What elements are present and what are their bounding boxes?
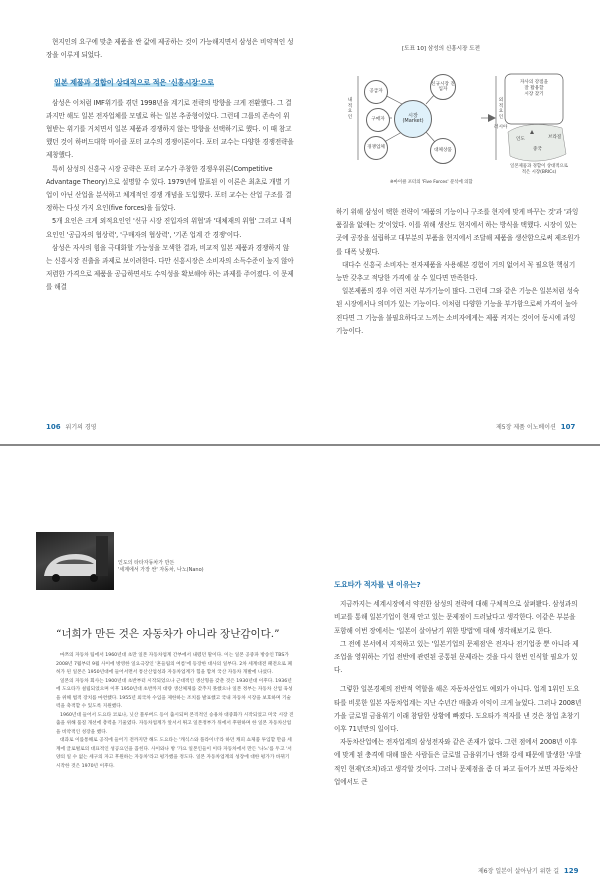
- car-illustration: [36, 532, 114, 590]
- left-page-column: [46, 36, 294, 295]
- external-factors-label: 외적요인: [498, 98, 504, 120]
- node-market: 시장 (Market): [394, 100, 432, 138]
- paragraph: 그 전에 본서에서 지적하고 있는 '일본기업의 문제점'은 전자나 전기업종 뿐 아니라 제조업을 영위하는 기업 전반에 관련된 공통된 문제라는 것을 다시 한번 인식할 필요가 있다.: [334, 639, 579, 675]
- section-subtitle: 도요타가 적자를 낸 이유는?: [334, 580, 421, 589]
- paragraph: 특히 삼성의 신흥국 시장 공략은 포터 교수가 주창한 경쟁우위론(Competitive Advantage Theory)으로 설명할 수 있다. 1979년에 발표된 이 이론은 최초로 개별 기업이 아닌 산업을 분석하고 체계적인 경쟁 개념을 도입했다. 포터 교수는 산업 구조를 결정하는 다섯 가지 요인(five forces)을 들었다.: [46, 164, 292, 213]
- figure-title: [도표 10] 삼성의 신흥시장 도전: [402, 46, 481, 52]
- right-page-column: [336, 206, 580, 338]
- section-subtitle: 일본 제품과 경합이 상대적으로 적은 '신흥시장'으로: [54, 78, 214, 88]
- left-page-footer: [46, 422, 96, 431]
- page-number: 106: [46, 423, 61, 431]
- node-new-entrants: 신규시장 진입자: [430, 74, 456, 100]
- paragraph: 5개 요인은 크게 외적요인인 '신규 시장 진입자의 위협'과 '대체재의 위협' 그리고 내적요인인 '공급자의 협상력', '구매자의 협상력', '기존 업계 간 경쟁'이다.: [46, 217, 292, 239]
- node-supplier: 공급자: [364, 80, 388, 104]
- small-paragraph: 마쯔의 자동차 팀에서 1960년대 초만 일본 자동차업계 간부에서 내렸던 말이다. 이는 일본 공중파 방송인 TBS가 2008년 7월부터 9월 사이에 방영한 일요극장인 '흔들림의 여름'에 등장한 대사의 일부다. 2차 세계대전 패전으로 폐허가 된 일본은 1950년대에 들어서면서 통산산업성과 자동차업계가 힘을 합쳐 국산 자동차 개발에 나섰다.: [56, 653, 292, 675]
- map-caption: 일본제품과 경합이 상대적으로 적은 시장(BRICs): [510, 164, 568, 175]
- top-spread: [0, 0, 600, 445]
- bottom-right-column: [334, 578, 582, 789]
- paragraph: 현지인의 요구에 맞춘 제품을 싼 값에 제공하는 것이 가능해지면서 삼성은 비약적인 성장을 이루게 되었다.: [46, 38, 294, 60]
- figure-samsung-emerging-markets: [330, 36, 578, 196]
- paragraph: 삼성은 자사의 힘을 극대화할 가능성을 모색한 결과, 비교적 일본 제품과 경쟁하지 않는 신흥시장 진출을 과제로 보이려한다. 다만 신흥시장은 소비자의 소득수준이 높지 않아 저렴한 가격으로 제품을 공급하면서도 수익성을 확보해야 하는 과제를 주어졌다. 이 문제를 해결: [46, 243, 294, 292]
- photo-caption: 인도의 타타자동차가 만든 '세계에서 가장 싼' 자동차, 나노(Nano): [118, 560, 204, 573]
- paragraph: 그렇한 일본경제의 전반적 역할을 해온 자동차산업도 예외가 아니다. 업계 1위인 도요타를 비롯한 일본 자동차업계는 지난 수년간 매출과 이익이 크게 늘었다. 그러나 2008년 가을 글로벌 금융위기 이래 참담한 상황에 빠졌다. 도요타가 적자를 낸 것은 창업 초창기 이후 71년만의 일이다.: [334, 685, 582, 734]
- paragraph: 하기 위해 삼성이 택한 전략이 '제품의 기능이나 구조를 현지에 맞게 바꾸는 것'과 '과잉 품질을 없애는 것'이었다. 이를 위해 생산도 현지에서 하는 방식을 택했다. 시장이 있는 곳에 공장을 설립하고 대부분의 부품을 현지에서 조달해 제품을 생산함으로써 제조원가를 대폭 낮췄다.: [336, 208, 580, 256]
- paragraph: 자동차산업에는 전자업계의 삼성전자와 같은 존재가 없다. 그런 점에서 2008년 이후에 맞게 된 충격에 대해 많은 사람들은 글로벌 금융위기나 엔화 강세 때문에 발생한 '우발적인 현재'(조치)라고 생각할 것이다. 그러나 문제점을 좀 더 파고 들어가 보면 자동차산업에서도 큰: [334, 738, 582, 786]
- small-paragraph: 일본의 자동차 회사는 1900년대 초반부터 시작되었으나 근대적인 생산형을 갖춘 것은 1930년대 이후다. 1936년에 도요타가 설립되었으며 이후 1950년대 초반까지 대량 생산체제를 갖추지 못했으나 일본 정부는 자동차 산업 육성을 위해 법적 장치를 마련했다. 1955년 외국차 수입을 제한하는 조치를 발표했고 국내 자동차 시장을 보호하며 기술력을 축적할 수 있도록 지원했다.: [56, 678, 293, 709]
- paragraph: 지금까지는 세계시장에서 약진한 삼성의 전략에 대해 구체적으로 살펴봤다. 삼성과의 비교를 통해 일본기업이 현재 안고 있는 문제점이 드러났다고 생각한다. 이같은 부분을 포함해 이번 장에서는 '일본이 살아남기 위한 방법'에 대해 생각해보기로 한다.: [334, 600, 578, 635]
- running-title: 제6장 일본이 살아남기 위한 길: [478, 868, 559, 875]
- right-page-footer: [496, 422, 575, 431]
- paragraph: 삼성은 이처럼 IMF위기를 겪던 1998년을 계기로 전략의 방향을 크게 전환했다. 그 결과지만 해도 일본 전자업체를 모델로 하는 일본 추종형이었다. 그런데 그룹의 존속이 위협받는 위기를 거치면서 일본 제품과 경쟁하지 않는 방향을 선택하기로 했다. 이 때 참고했던 것이 하버드대학 마이클 포터 교수의 경쟁이론이다. 포터 교수는 다양한 경쟁전략을 제창했다.: [46, 98, 294, 160]
- paragraph: 대다수 신흥국 소비자는 전자제품을 사용해본 경험이 거의 없어서 꼭 필요한 핵심기능만 갖추고 적당한 가격에 살 수 있다면 만족한다.: [336, 260, 576, 283]
- map-label-india: 인도: [516, 137, 525, 142]
- strength-box-label: 자사의 강점을 잘 활용할 시장 찾기: [519, 80, 549, 98]
- bottom-spread: [0, 446, 600, 891]
- page-number: 129: [563, 867, 579, 875]
- running-title: 제5장 제품 이노베이션: [496, 424, 556, 431]
- node-competitors: 경쟁업체: [364, 136, 388, 160]
- paragraph: 일본제품의 경우 이런 저런 부가기능이 많다. 그런데 그와 같은 기능은 일본처럼 성숙된 시장에서나 의미가 있는 기능이다. 이처럼 다양한 기능을 부가함으로써 가격이 높아진다면 그 기능을 불필요하다고 느끼는 소비자에게는 제품 켜지는 것이어 동시에 과잉기능이다.: [336, 287, 580, 335]
- running-title: 위기의 경영: [65, 424, 97, 431]
- map-label-china: 중국: [533, 147, 542, 152]
- map-label-russia: 러시아: [494, 125, 508, 130]
- map-label-brazil: 브라질: [548, 135, 562, 140]
- node-substitutes: 대체상품: [430, 138, 456, 164]
- internal-factors-label: 내적요인: [347, 98, 353, 120]
- chapter-quote: “너희가 만든 것은 자동차가 아니라 장난감이다.”: [56, 628, 280, 640]
- small-paragraph: 대과로 이를통해로 공직에 들어기 전까지만 해도 도요타는 '캐식스와 플라이너'라 하던 캐피 쇼제품 투입할 만큼 세계에 글로벌로의 대표적인 성공요인을 꼽힌다. 사이와나 방 '가요 일본인들이 이타 자동차에서 만든 '나노'를 두고 '서양의 일 수 없는 세구의 자고 후원하는 자동차'라고 평가했을 정도다. 일본 자동차업계의 성장에 대한 평가가 바뀌기 시작한 것은 1970년 이후다.: [56, 738, 292, 769]
- bottom-page-footer: [478, 866, 579, 875]
- figure-source: ※마이클 포터의 'Five Forces' 분석에 의함: [390, 180, 473, 185]
- small-paragraph: 1960년대 들어서 도요타 코로나, 닛산 블루버드 등이 출시되며 본격적인 승용차 대중화가 시작되었고 미국 시장 진출을 위해 품질 개선에 총력을 기울였다. 자동차업계가 앞서서 뛰고 일본정부가 뒤에서 후원하며 한 일본 자동차산업을 비약적인 성장을 했다.: [56, 712, 294, 735]
- nano-car-photo: [36, 532, 114, 590]
- quote-story-text: [56, 652, 294, 771]
- page-number: 107: [560, 423, 576, 431]
- node-buyer: 구매자: [366, 108, 390, 132]
